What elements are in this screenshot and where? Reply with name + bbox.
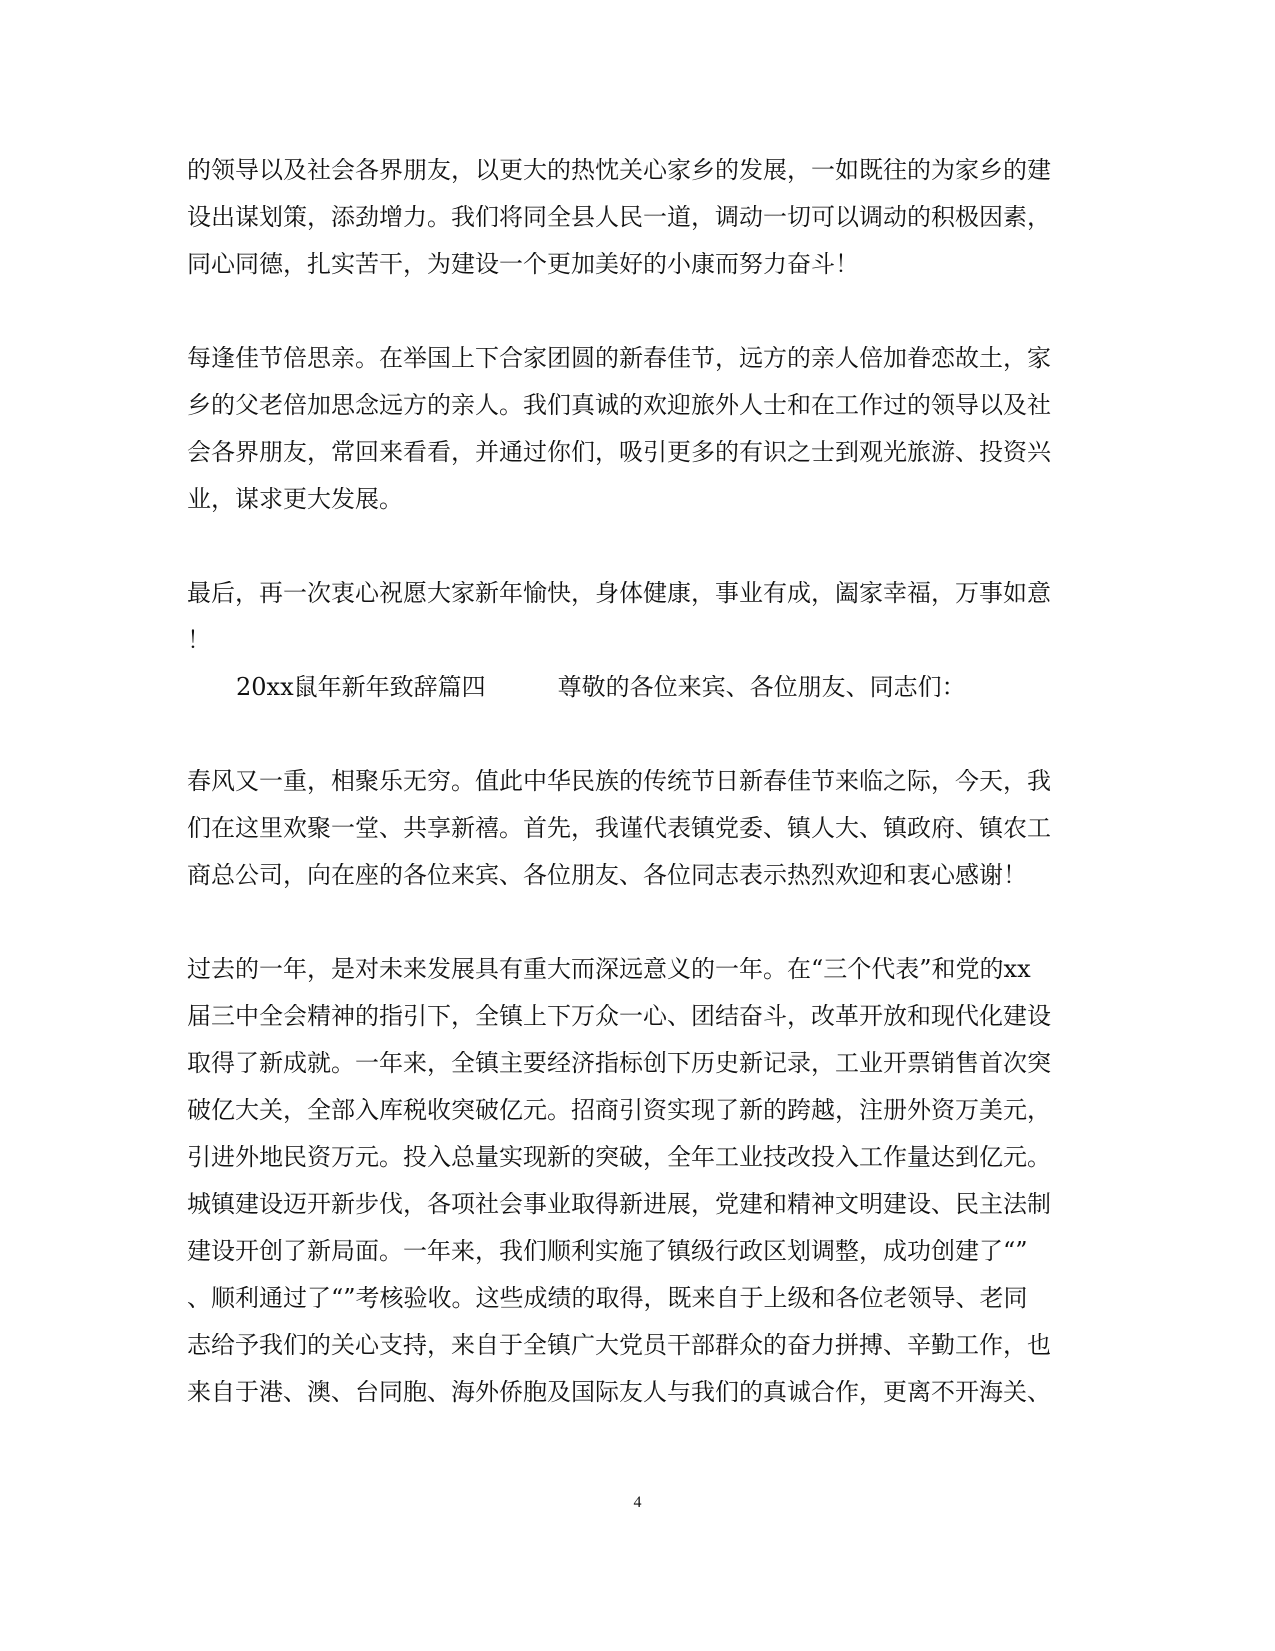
paragraph-line: 城镇建设迈开新步伐，各项社会事业取得新进展，党建和精神文明建设、民主法制 <box>187 1192 1051 1218</box>
paragraph-line: 业，谋求更大发展。 <box>187 487 403 513</box>
paragraph-line: 最后，再一次衷心祝愿大家新年愉快，身体健康，事业有成，阖家幸福，万事如意 <box>187 581 1051 607</box>
paragraph-line: ！ <box>187 628 211 654</box>
paragraph-line: 会各界朋友，常回来看看，并通过你们，吸引更多的有识之士到观光旅游、投资兴 <box>187 440 1051 466</box>
paragraph-line: 破亿大关，全部入库税收突破亿元。招商引资实现了新的跨越，注册外资万美元， <box>187 1098 1051 1124</box>
paragraph-line: 取得了新成就。一年来，全镇主要经济指标创下历史新记录，工业开票销售首次突 <box>187 1051 1051 1077</box>
paragraph-line: 同心同德，扎实苦干，为建设一个更加美好的小康而努力奋斗！ <box>187 252 859 278</box>
page-number: 4 <box>633 1494 642 1511</box>
paragraph-line: 来自于港、澳、台同胞、海外侨胞及国际友人与我们的真诚合作，更离不开海关、 <box>187 1380 1051 1406</box>
paragraph-line: 过去的一年，是对未来发展具有重大而深远意义的一年。在“三个代表”和党的xx <box>187 957 1031 983</box>
paragraph-line: 每逢佳节倍思亲。在举国上下合家团圆的新春佳节，远方的亲人倍加眷恋故土，家 <box>187 346 1051 372</box>
paragraph-line: 引进外地民资万元。投入总量实现新的突破，全年工业技改投入工作量达到亿元。 <box>187 1145 1051 1171</box>
paragraph-line: 们在这里欢聚一堂、共享新禧。首先，我谨代表镇党委、镇人大、镇政府、镇农工 <box>187 816 1051 842</box>
paragraph-line: 设出谋划策，添劲增力。我们将同全县人民一道，调动一切可以调动的积极因素， <box>187 205 1051 231</box>
paragraph-line: 届三中全会精神的指引下，全镇上下万众一心、团结奋斗，改革开放和现代化建设 <box>187 1004 1051 1030</box>
paragraph-line: 的领导以及社会各界朋友，以更大的热忱关心家乡的发展，一如既往的为家乡的建 <box>187 158 1051 184</box>
paragraph-line: 商总公司，向在座的各位来宾、各位朋友、各位同志表示热烈欢迎和衷心感谢！ <box>187 863 1027 889</box>
paragraph-line: 志给予我们的关心支持，来自于全镇广大党员干部群众的奋力拼搏、辛勤工作，也 <box>187 1333 1051 1359</box>
paragraph-line: 乡的父老倍加思念远方的亲人。我们真诚的欢迎旅外人士和在工作过的领导以及社 <box>187 393 1051 419</box>
paragraph-line: 建设开创了新局面。一年来，我们顺利实施了镇级行政区划调整，成功创建了“” <box>187 1239 1028 1265</box>
section-heading: 20xx鼠年新年致辞篇四 尊敬的各位来宾、各位朋友、同志们： <box>236 675 966 701</box>
paragraph-line: 春风又一重，相聚乐无穷。值此中华民族的传统节日新春佳节来临之际，今天，我 <box>187 769 1051 795</box>
paragraph-line: 、顺利通过了“”考核验收。这些成绩的取得，既来自于上级和各位老领导、老同 <box>187 1286 1028 1312</box>
